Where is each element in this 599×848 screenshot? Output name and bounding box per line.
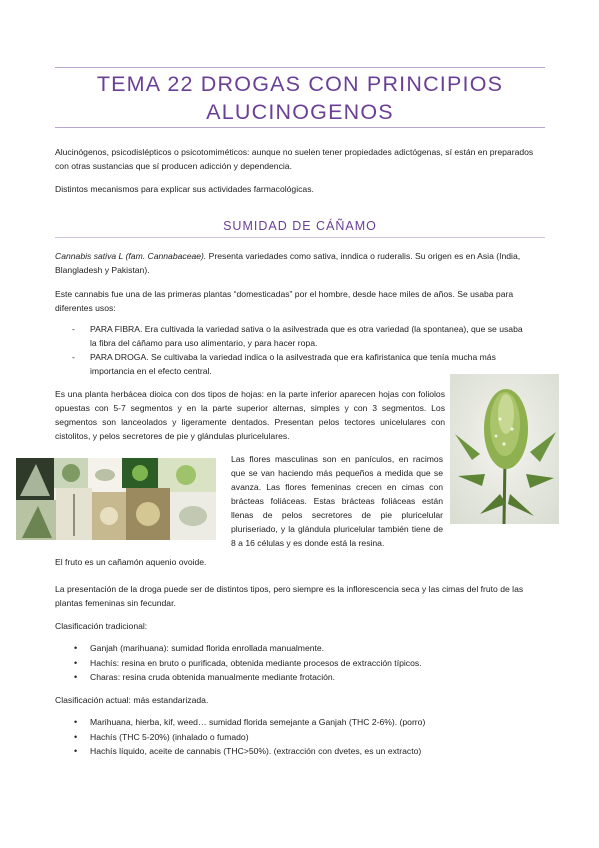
class-item-hachis-thc: Hachís (THC 5-20%) (inhalado o fumado) [90, 732, 249, 742]
section-heading: SUMIDAD DE CÁÑAMO [223, 219, 377, 233]
flowers-paragraph: Las flores masculinas son en panículos, en racimos que se van haciendo más pequeños a medida que se avanza. Las flores femeninas crecen en cimas con brácteas foliáceas. Estas brácteas foliáceas están llenas de pelos secretores de pie pluricelular pluriseriado, y la glándula pluricelular también tiene de 8 a 16 células y es donde está la resina. [231, 454, 443, 548]
page-title-line-1: TEMA 22 DROGAS CON PRINCIPIOS [96, 72, 504, 96]
use-bullet: - [72, 324, 75, 334]
traditional-classification-label: Clasificación tradicional: [55, 621, 148, 631]
bullet-glyph: • [74, 746, 78, 756]
mechanisms-paragraph: Distintos mecanismos para explicar sus actividades farmacológicas. [55, 184, 314, 194]
leaves-paragraph: Es una planta herbácea dioica con dos tipos de hojas: en la parte inferior aparecen hojas con foliolos opuestas con 5-7 segmentos y en la parte superior alternas, simples y con 3 segmentos. Los segmentos son lanceolados y ligeramente dentados. Presentan pelos tectores unicelulares con cistolitos, y pelos secretores de pie y glándulas pluricelulares. [55, 389, 445, 441]
title-top-rule [55, 67, 545, 68]
class-item-charas: Charas: resina cruda obtenida manualmente mediante frotación. [90, 672, 336, 682]
uses-intro: Este cannabis fue una de las primeras plantas “domesticadas” por el hombre, desde hace miles de años. Se usaba para diferentes usos: [55, 289, 514, 313]
species-description: Presenta variedades como sativa, inndica o ruderalis. Su origen es en Asia (India, Blangladesh y Pakistan). [55, 251, 521, 275]
microscopy-collage-image [16, 458, 216, 540]
page-title-line-2: ALUCINOGENOS [206, 100, 394, 124]
class-item-marihuana: Marihuana, hierba, kif, weed… sumidad florida semejante a Ganjah (THC 2-6%). (porro) [90, 717, 426, 727]
fruit-paragraph: El fruto es un cañamón aquenio ovoide. [55, 557, 207, 567]
section-heading-rule [55, 237, 545, 238]
bullet-glyph: • [74, 717, 78, 727]
species-name: Cannabis sativa L (fam. Cannabaceae). [55, 251, 207, 261]
current-classification-label: Clasificación actual: más estandarizada. [55, 695, 209, 705]
species-paragraph [55, 249, 545, 277]
intro-paragraph: Alucinógenos, psicodislépticos o psicotomiméticos: aunque no suelen tener propiedades adictógenas, sí están en preparados con otras sustancias que sí producen adicción y dependencia. [55, 147, 534, 171]
class-item-ganjah: Ganjah (marihuana): sumidad florida enrollada manualmente. [90, 643, 325, 653]
class-item-hachis-liquido: Hachís líquido, aceite de cannabis (THC>50%). (extracción con dvetes, es un extracto) [90, 746, 422, 756]
use-bullet: - [72, 352, 75, 362]
title-bottom-rule [55, 127, 545, 128]
use-fiber: PARA FIBRA. Era cultivada la variedad sativa o la asilvestrada que es otra variedad (la spontanea), que se usaba la fibra del cáñamo para uso alimentario, y para hacer ropa. [90, 324, 523, 348]
bullet-glyph: • [74, 672, 78, 682]
cannabis-bud-photo [450, 374, 559, 524]
bullet-glyph: • [74, 732, 78, 742]
bullet-glyph: • [74, 643, 78, 653]
page-title [55, 70, 545, 126]
presentation-paragraph: La presentación de la droga puede ser de distintos tipos, pero siempre es la inflorescencia seca y las cimas del fruto de las plantas femeninas sin fecundar. [55, 584, 524, 608]
class-item-hachis: Hachís: resina en bruto o purificada, obtenida mediante procesos de extracción típicos. [90, 658, 422, 668]
bullet-glyph: • [74, 658, 78, 668]
use-drug: PARA DROGA. Se cultivaba la variedad indica o la asilvestrada que era kafiristanica que tenía mucha más importancia en el efecto central. [90, 352, 496, 376]
